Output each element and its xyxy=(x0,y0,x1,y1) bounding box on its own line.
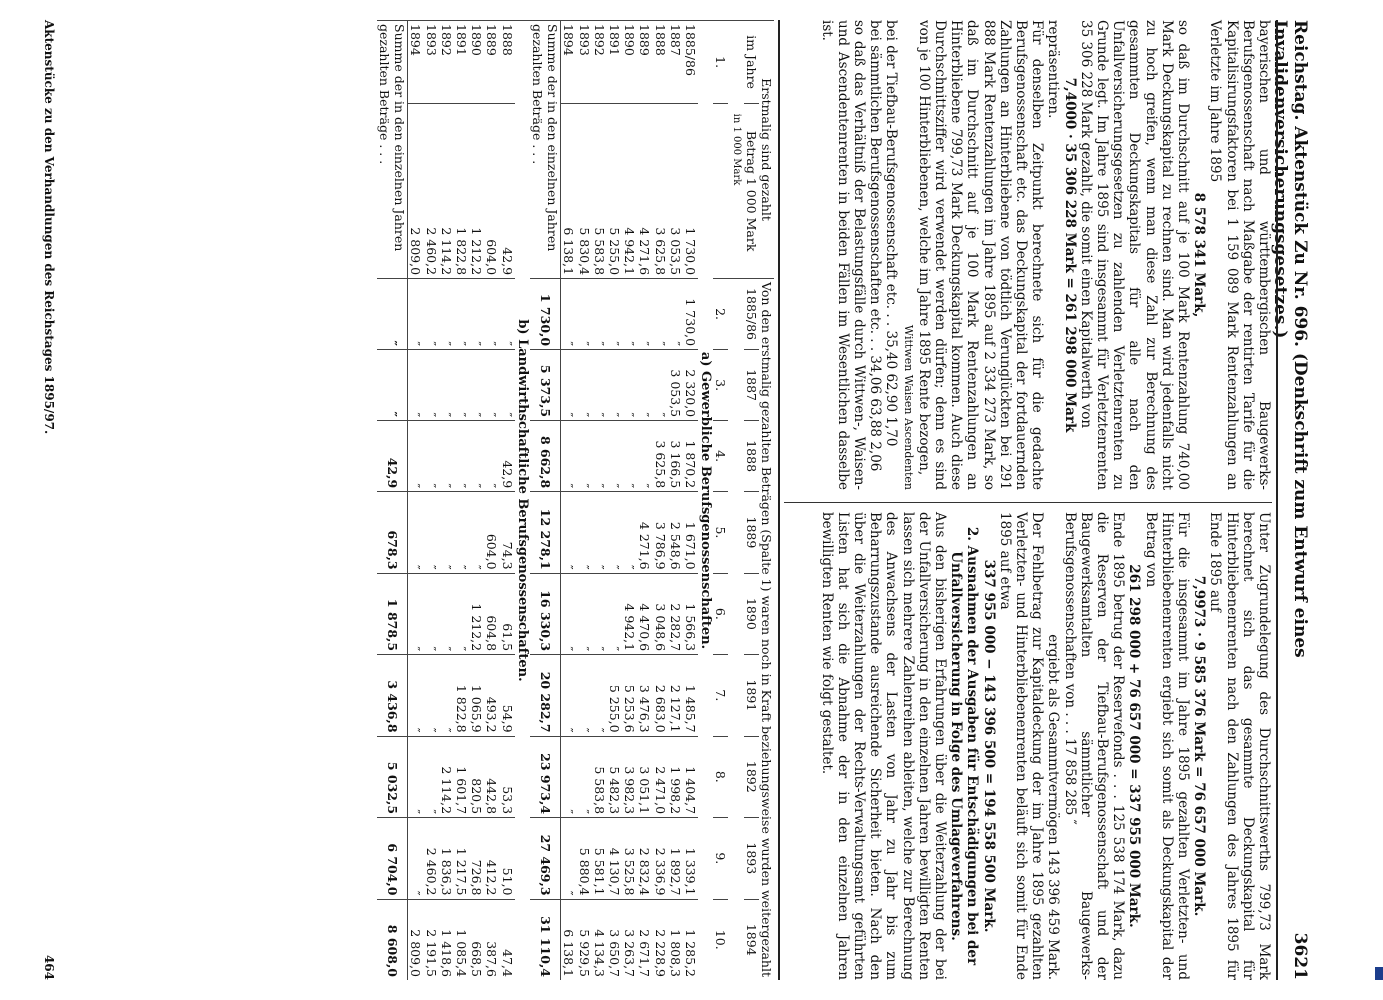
table-row xyxy=(561,21,577,981)
paragraph: Aus den bisherigen Erfahrungen über die Weiterzahlung der bei der Unfallversicherung in den einzelnen Jahren bewilligten Renten lassen sich mehrere Zahlenreihen ableiten, welche zur Berechnung des Anwachsens der Lasten von Jahr zu Jahr bis zum Beharrungszustande ausreichende Sicherheit bieten. Nach den über die Weiterzahlungen der Rechts-Verwaltungsamt geführten Listen hat sich die Abnahme der in den einzelnen Jahren bewilligten Renten wie folgt gestaltet. xyxy=(818,512,948,980)
table-cell: ″ xyxy=(454,421,469,492)
table-cell: 5 255,0 xyxy=(607,655,622,736)
table-cell: ″ xyxy=(439,655,454,736)
table-cell: ″ xyxy=(423,279,438,350)
table-row xyxy=(469,21,484,981)
paragraph: so daß das Verhältniß der Belastungsfälle durch Wittwen-, Waisen- und Ascendentenrenten in beiden Fällen im Wesentlichen dasselbe ist. xyxy=(818,20,867,490)
table-cell: ″ xyxy=(423,736,438,817)
ratio-header: Wittwen Waisen Ascendenten xyxy=(901,324,915,490)
table-cell: 4 470,6 xyxy=(637,573,652,654)
table-cell: 3 650,7 xyxy=(607,899,622,980)
th-span: Von den erstmalig gezahlten Beträgen (Spalte 1) waren noch in Kraft beziehungsweise wurden weitergezahlt xyxy=(759,279,774,980)
table-cell: 4 130,7 xyxy=(607,818,622,899)
table-cell: 1 217,5 xyxy=(454,818,469,899)
sum-cell: 12 278,1 xyxy=(530,492,561,573)
table-cell: 74,3 xyxy=(499,492,514,573)
row-year: 1889 xyxy=(637,21,652,104)
table-cell: ″ xyxy=(561,573,577,654)
formula: 261 298 000 + 76 657 000 = 337 955 000 Mark. xyxy=(1126,564,1143,928)
table-row xyxy=(592,21,607,981)
table-cell: ″ xyxy=(622,492,637,573)
table-cell: 4 134,3 xyxy=(592,899,607,980)
table-cell: ″ xyxy=(439,573,454,654)
table-cell: ″ xyxy=(652,279,667,350)
sum-cell: 1 878,5 xyxy=(377,573,408,654)
text-column-right xyxy=(818,512,1272,980)
table-cell: ″ xyxy=(469,492,484,573)
row-year: 1889 xyxy=(484,21,499,104)
table-cell: ″ xyxy=(454,492,469,573)
table-row xyxy=(683,21,698,981)
table-cell: 1 836,3 xyxy=(439,818,454,899)
column-number: 6. xyxy=(713,573,728,654)
formula: 8 578 341 Mark, xyxy=(1191,192,1208,318)
table-cell: ″ xyxy=(637,421,652,492)
formula: 7,4000 · 35 306 228 Mark = 261 298 000 Mark xyxy=(1061,77,1078,433)
table-cell: ″ xyxy=(592,421,607,492)
table-cell: 1 822,8 xyxy=(454,655,469,736)
table-row xyxy=(622,21,637,981)
table-cell: 2 336,9 xyxy=(652,818,667,899)
table-cell: 5 255,0 xyxy=(607,104,622,279)
table-cell: 1 998,2 xyxy=(668,736,683,817)
column-number: 2. xyxy=(713,279,728,350)
paragraph: repräsentiren. xyxy=(1045,20,1062,119)
table-cell: ″ xyxy=(423,655,438,736)
table-cell: ″ xyxy=(408,655,424,736)
table-cell: ″ xyxy=(408,736,424,817)
row-year: 1887 xyxy=(668,21,683,104)
table-cell: ″ xyxy=(454,573,469,654)
sum-cell: 16 330,3 xyxy=(530,573,561,654)
paragraph: Für denselben Zeitpunkt berechnete sich für die gedachte Berufsgenossenschaft etc. das Deckungskapital der fortdauernden Zahlungen an Hinterbliebene von tödtlich Verunglückten bei 291 888 Mark Rentenzahlungen im Jahre 1895 auf 2 334 273 Mark, so daß im Durchschnitt auf je 100 Mark Rentenzahlungen an Hinterbliebene 799,73 Mark Deckungskapital kommen. Auch diese Durchschnittsziffer wird verwendet werden dürfen; denn es sind von je 100 Hinterbliebenen, welche im Jahre 1895 Rente bezogen, xyxy=(915,20,1046,490)
table-cell: ″ xyxy=(576,573,591,654)
table-cell: ″ xyxy=(408,818,424,899)
table-cell: 1 085,4 xyxy=(454,899,469,980)
table-cell: ″ xyxy=(592,492,607,573)
row-year: 1894 xyxy=(561,21,577,104)
table-cell: 2 471,0 xyxy=(652,736,667,817)
table-cell: 2 114,2 xyxy=(439,104,454,279)
th-year-col: 1887 xyxy=(744,350,759,421)
rotated-page-content xyxy=(18,20,1318,980)
table-cell: ″ xyxy=(469,421,484,492)
table-cell: ″ xyxy=(499,279,514,350)
sum-cell: 8 662,8 xyxy=(530,421,561,492)
table-cell: 3 625,8 xyxy=(652,104,667,279)
sum-cell: 6 704,0 xyxy=(377,818,408,899)
th-year-col: 1893 xyxy=(744,818,759,899)
table-cell: 1 601,7 xyxy=(454,736,469,817)
table-cell: 1 730,0 xyxy=(683,279,698,350)
table-cell: ″ xyxy=(423,350,438,421)
table-cell: 1 339,1 xyxy=(683,818,698,899)
table-cell: 2 809,0 xyxy=(408,104,424,279)
sum-cell: 23 973,4 xyxy=(530,736,561,817)
th-year-col: 1891 xyxy=(744,655,759,736)
table-cell: 2 191,5 xyxy=(423,899,438,980)
table-cell: 3 982,3 xyxy=(622,736,637,817)
sum-cell: 3 436,8 xyxy=(377,655,408,736)
table-cell: 3 476,3 xyxy=(637,655,652,736)
table-cell: ″ xyxy=(454,350,469,421)
row-year: 1891 xyxy=(607,21,622,104)
th-unit-spacer xyxy=(728,279,743,980)
table-body xyxy=(377,21,713,981)
table-cell: 47,4 xyxy=(499,899,514,980)
pension-table xyxy=(377,20,774,980)
column-number: 7. xyxy=(713,655,728,736)
table-row xyxy=(637,21,652,981)
table-cell: 1 730,0 xyxy=(683,104,698,279)
table-cell: ″ xyxy=(439,350,454,421)
column-divider xyxy=(784,502,1272,503)
table-cell: 1 212,2 xyxy=(469,104,484,279)
row-year: 1891 xyxy=(454,21,469,104)
table-cell: ″ xyxy=(469,350,484,421)
table-cell: 2 460,2 xyxy=(423,818,438,899)
footer xyxy=(42,20,56,980)
sum-cell: ″ xyxy=(377,350,408,421)
row-year: 1890 xyxy=(469,21,484,104)
paragraph: Für die insgesammt im Jahre 1895 gezahlten Verletzten- und Hinterbliebenenrenten ergiebt sich somit als Deckungskapital der Betrag von xyxy=(1142,512,1191,980)
th-year: im Jahre xyxy=(744,21,759,104)
table-cell: 3 051,1 xyxy=(637,736,652,817)
row-year: 1885/86 xyxy=(683,21,698,104)
table-cell: 1 671,0 xyxy=(683,492,698,573)
total-line: ergiebt als Gesammtvermögen 143 396 459 Mark. xyxy=(1045,634,1062,980)
table-cell: 493,2 xyxy=(484,655,499,736)
table-cell: 51,0 xyxy=(499,818,514,899)
table-cell: 2 671,7 xyxy=(637,899,652,980)
table-cell: 1 212,2 xyxy=(469,573,484,654)
column-number: 5. xyxy=(713,492,728,573)
table-cell: ″ xyxy=(408,573,424,654)
column-number: 9. xyxy=(713,818,728,899)
th-first-paid: Erstmalig sind gezahlt xyxy=(759,21,774,279)
table-cell: 4 271,6 xyxy=(637,492,652,573)
table-cell: ″ xyxy=(469,279,484,350)
formula: 7,9973 · 9 585 376 Mark = 76 657 000 Mark. xyxy=(1191,575,1208,917)
column-number: 10. xyxy=(713,899,728,980)
table-cell: 42,9 xyxy=(499,104,514,279)
footer-sheet-number: 464 xyxy=(42,954,56,980)
table-cell: 53,3 xyxy=(499,736,514,817)
table-top-rule xyxy=(778,20,780,980)
table-row xyxy=(576,21,591,981)
table-cell: 3 166,5 xyxy=(668,421,683,492)
table-row xyxy=(652,21,667,981)
table-cell: 1 065,9 xyxy=(469,655,484,736)
sum-cell: 42,9 xyxy=(377,421,408,492)
sum-cell: 5 373,5 xyxy=(530,350,561,421)
row-year: 1893 xyxy=(576,21,591,104)
table-cell: 6 138,1 xyxy=(561,104,577,279)
table-cell: 604,8 xyxy=(484,573,499,654)
sum-cell: 1 730,0 xyxy=(530,279,561,350)
table-cell: ″ xyxy=(484,279,499,350)
table-cell: 5 581,1 xyxy=(592,818,607,899)
table-row xyxy=(408,21,424,981)
table-cell: 1 892,7 xyxy=(668,818,683,899)
paragraph: bayerischen und württembergischen Baugewerks-Berufsgenossenschaft nach Maßgabe der rentirten Tarife für die Kapitalisirungsfaktoren bei 1 159 089 Mark Rentenzahlungen an Verletzte im Jahre 1895 xyxy=(1207,20,1272,490)
sum-cell: 678,3 xyxy=(377,492,408,573)
table-cell: ″ xyxy=(576,279,591,350)
table-cell: 5 482,3 xyxy=(607,736,622,817)
table-cell: ″ xyxy=(484,350,499,421)
table-cell: ″ xyxy=(561,655,577,736)
table-cell: 4 271,6 xyxy=(637,104,652,279)
paragraph: Der Fehlbetrag zur Kapitaldeckung der im Jahre 1895 gezahlten Verletzten- und Hinterbliebenenrenten beläuft sich somit für Ende 1895 auf etwa xyxy=(996,512,1046,980)
column-number: 3. xyxy=(713,350,728,421)
table-cell: 387,6 xyxy=(484,899,499,980)
sum-label: Summe der in den einzelnen Jahren gezahlten Beträge . . . xyxy=(530,21,561,279)
sum-row xyxy=(530,21,561,981)
table-cell: 604,0 xyxy=(484,492,499,573)
th-year-col: 1892 xyxy=(744,736,759,817)
table-cell: 5 880,4 xyxy=(576,818,591,899)
row-year: 1890 xyxy=(622,21,637,104)
row-year: 1888 xyxy=(652,21,667,104)
table-cell: ″ xyxy=(576,736,591,817)
sum-label: Summe der in den einzelnen Jahren gezahlten Beträge . . . xyxy=(377,21,408,279)
table-cell: ″ xyxy=(592,279,607,350)
sum-cell: ″ xyxy=(377,279,408,350)
table-cell: ″ xyxy=(592,350,607,421)
table-cell: 3 625,8 xyxy=(652,421,667,492)
table-cell: ″ xyxy=(637,279,652,350)
section-title: b) Landwirthschaftliche Berufsgenossenschaften. xyxy=(515,21,530,981)
table-cell: 726,8 xyxy=(469,818,484,899)
table-cell: 1 404,7 xyxy=(683,736,698,817)
table-cell: 1 808,3 xyxy=(668,899,683,980)
table-cell: 2 460,2 xyxy=(423,104,438,279)
section-heading: 2. Ausnahmen der Ausgaben für Entschädigungen bei der Unfallversicherung in Folge des Umlageverfahrens. xyxy=(948,526,981,966)
th-unit: in 1 000 Mark xyxy=(728,21,743,279)
table-cell: 3 053,5 xyxy=(668,104,683,279)
table-cell: ″ xyxy=(561,492,577,573)
table-cell: 61,5 xyxy=(499,573,514,654)
table-cell: ″ xyxy=(607,573,622,654)
table-cell: 3 048,6 xyxy=(652,573,667,654)
table-cell: 5 583,8 xyxy=(592,736,607,817)
table-cell: 54,9 xyxy=(499,655,514,736)
table-cell: ″ xyxy=(439,492,454,573)
table-cell: 3 053,5 xyxy=(668,350,683,421)
th-year-col: 1889 xyxy=(744,492,759,573)
table-cell: ″ xyxy=(576,350,591,421)
header-rule xyxy=(1276,20,1278,980)
table-cell: 2 228,9 xyxy=(652,899,667,980)
sum-cell: 8 608,0 xyxy=(377,899,408,980)
paragraph: Unter Zugrundelegung des Durchschnittswerths 799,73 Mark berechnet sich das gesammte Deckungskapital für Hinterbliebenenrenten nach den Zahlungen des Jahres 1895 für Ende 1895 auf xyxy=(1207,512,1272,980)
table-cell: ″ xyxy=(561,818,577,899)
table-cell: 4 942,1 xyxy=(622,104,637,279)
table-cell: ″ xyxy=(622,279,637,350)
table-cell: 1 485,7 xyxy=(683,655,698,736)
table-cell: 2 320,0 xyxy=(683,350,698,421)
table-cell: ″ xyxy=(561,279,577,350)
table-cell: 5 253,6 xyxy=(622,655,637,736)
table-cell: ″ xyxy=(622,421,637,492)
table-cell: 6 138,1 xyxy=(561,899,577,980)
table-row xyxy=(607,21,622,981)
table-row xyxy=(423,21,438,981)
footer-title: Aktenstücke zu den Verhandlungen des Reichstages 1895/97. xyxy=(42,20,56,435)
table-cell: ″ xyxy=(607,279,622,350)
row-year: 1893 xyxy=(423,21,438,104)
row-year: 1892 xyxy=(592,21,607,104)
th-year-col: 1888 xyxy=(744,421,759,492)
table-cell: 2 127,1 xyxy=(668,655,683,736)
sum-cell: 31 110,4 xyxy=(530,899,561,980)
table-cell: 3 525,8 xyxy=(622,818,637,899)
table-cell: ″ xyxy=(454,279,469,350)
table-cell: ″ xyxy=(423,421,438,492)
th-year-col: 1890 xyxy=(744,573,759,654)
table-cell: 4 942,1 xyxy=(622,573,637,654)
table-cell: 3 786,9 xyxy=(652,492,667,573)
table-cell: 42,9 xyxy=(499,421,514,492)
table-cell: ″ xyxy=(592,573,607,654)
sum-cell: 5 032,5 xyxy=(377,736,408,817)
column-number-spacer xyxy=(713,104,728,279)
table-cell: 1 418,6 xyxy=(439,899,454,980)
table-cell: ″ xyxy=(607,421,622,492)
sum-cell: 27 469,3 xyxy=(530,818,561,899)
table-cell: 2 683,0 xyxy=(652,655,667,736)
table-cell: 668,5 xyxy=(469,899,484,980)
table-cell: ″ xyxy=(439,279,454,350)
table-cell: 1 870,2 xyxy=(683,421,698,492)
column-number: 1. xyxy=(713,21,728,104)
table-cell: ″ xyxy=(408,279,424,350)
column-number: 4. xyxy=(713,421,728,492)
column-number-row xyxy=(713,21,728,981)
table-cell: ″ xyxy=(637,350,652,421)
text-column-left xyxy=(818,20,1272,490)
table-cell: 604,0 xyxy=(484,104,499,279)
column-number: 8. xyxy=(713,736,728,817)
table-row xyxy=(439,21,454,981)
table-cell: 442,8 xyxy=(484,736,499,817)
table-cell: 5 583,8 xyxy=(592,104,607,279)
table-cell: 2 282,7 xyxy=(668,573,683,654)
table-cell: 412,2 xyxy=(484,818,499,899)
table-cell: 2 809,0 xyxy=(408,899,424,980)
table-row xyxy=(484,21,499,981)
table-cell: ″ xyxy=(408,350,424,421)
table-cell: 820,5 xyxy=(469,736,484,817)
table-row xyxy=(499,21,514,981)
table-cell: ″ xyxy=(439,421,454,492)
table-cell: ″ xyxy=(576,655,591,736)
table-cell: 1 285,2 xyxy=(683,899,698,980)
table-cell: ″ xyxy=(607,492,622,573)
table-cell: ″ xyxy=(484,421,499,492)
section-row xyxy=(698,21,713,981)
table-cell: 2 832,4 xyxy=(637,818,652,899)
table-cell: ″ xyxy=(592,655,607,736)
row-year: 1888 xyxy=(499,21,514,104)
table-cell: ″ xyxy=(622,350,637,421)
table-cell: ″ xyxy=(408,492,424,573)
th-year-col: 1885/86 xyxy=(744,279,759,350)
table-cell: 2 548,6 xyxy=(668,492,683,573)
table-cell: 2 114,2 xyxy=(439,736,454,817)
table-cell: ″ xyxy=(576,492,591,573)
table-cell: 1 566,3 xyxy=(683,573,698,654)
table-cell: ″ xyxy=(408,421,424,492)
sum-row xyxy=(377,21,408,981)
table-row xyxy=(454,21,469,981)
section-row xyxy=(515,21,530,981)
table-cell: 3 263,7 xyxy=(622,899,637,980)
th-amount: Betrag 1 000 Mark xyxy=(744,104,759,279)
th-year-col: 1894 xyxy=(744,899,759,980)
row-year: 1894 xyxy=(408,21,424,104)
ratio-row: bei sämmtlichen Berufsgenossenschaften etc. . . 34,06 63,88 2,06 xyxy=(867,20,884,472)
paragraph: Ende 1895 betrug der Reservefonds . . . 125 538 174 Mark, dazu die Reserven der Tiefbau-Berufsgenossenschaft und der Baugewerksamtalten sämmtlicher Baugewerks-Berufsgenossenschaften von . . . 17 858 285 ″ xyxy=(1061,512,1127,980)
header-title: Reichstag. Aktenstück Zu Nr. 696. (Denkschrift zum Entwurf eines Invalidenversicherungsgesetzes.) xyxy=(1270,20,1310,658)
digitization-strip xyxy=(1366,5,1383,1000)
table-cell: 1 822,8 xyxy=(454,104,469,279)
table-cell: 5 830,4 xyxy=(576,104,591,279)
table-cell: ″ xyxy=(499,350,514,421)
table-row xyxy=(668,21,683,981)
section-title: a) Gewerbliche Berufsgenossenschaften. xyxy=(698,21,713,981)
paragraph: so daß im Durchschnitt auf je 100 Mark Rentenzahlung 740,00 Mark Deckungskapital zu rechnen sind. Man wird jedenfalls nicht zu hoch greifen, wenn man diese Zahl zur Berechnung des gesammten Deckungskapitals für alle nach den Unfallversicherungsgesetzen zu zahlenden Verletztenrenten zu Grunde legt. Im Jahre 1895 sind insgesammt für Verletztenrenten 35 306 228 Mark gezahlt, die somit einen Kapitalwerth von xyxy=(1077,20,1191,490)
sum-cell: 20 282,7 xyxy=(530,655,561,736)
table-cell: ″ xyxy=(561,421,577,492)
table-cell: ″ xyxy=(423,492,438,573)
row-year: 1892 xyxy=(439,21,454,104)
table-cell: ″ xyxy=(652,350,667,421)
formula: 337 955 000 − 143 396 500 = 194 558 500 Mark. xyxy=(980,559,997,933)
table-cell: ″ xyxy=(561,736,577,817)
header-page-number: 3621 xyxy=(1290,932,1310,980)
table-cell: ″ xyxy=(607,350,622,421)
ratio-row: bei der Tiefbau-Berufsgenossenschaft etc. . . 35,40 62,90 1,70 xyxy=(883,20,900,447)
table-cell: 5 929,5 xyxy=(576,899,591,980)
table-cell: ″ xyxy=(668,279,683,350)
table-cell: ″ xyxy=(423,573,438,654)
table-cell: ″ xyxy=(576,421,591,492)
running-header xyxy=(1270,20,1310,980)
table-cell: ″ xyxy=(561,350,577,421)
